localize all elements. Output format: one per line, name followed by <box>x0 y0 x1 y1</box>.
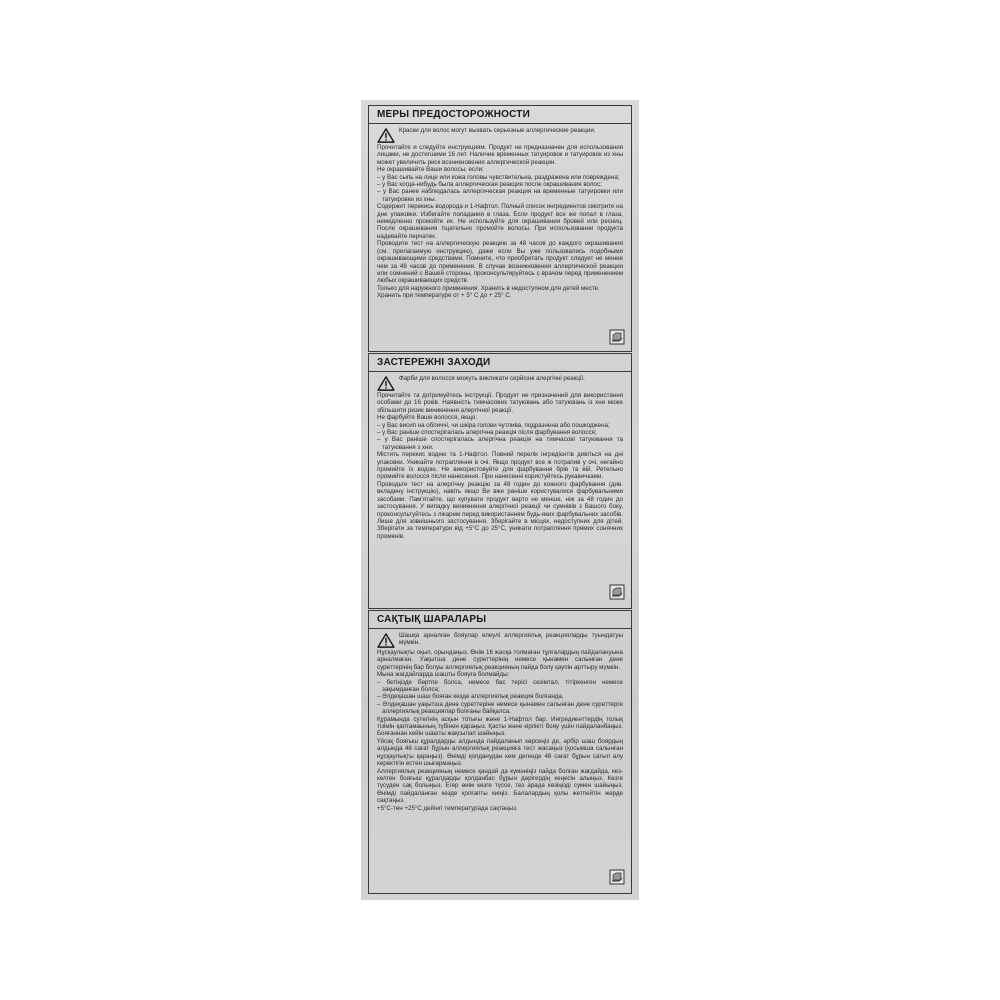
list-item: – бетіңізде бөртпе болса, немесе бас терісі сезімтал, тітіркенген немесе зақымданған болса; <box>377 678 623 694</box>
section-body-ru <box>369 124 631 351</box>
section-precautions-ru <box>368 105 632 352</box>
section-precautions-kz <box>368 610 632 894</box>
paragraph-ru-5: Только для наружного применения. Хранить в недоступном для детей месте. <box>377 284 600 292</box>
storage-box-icon <box>609 869 625 885</box>
lead-text-kz: Шашқа арналған бояулар елеулі аллергиялық реакцияларды туындатуы мүмкін. <box>399 632 623 647</box>
section-title-ru: МЕРЫ ПРЕДОСТОРОЖНОСТИ <box>369 106 631 124</box>
conditions-list-kz <box>377 679 623 716</box>
paragraph-ru-4: Проводите тест на аллергическую реакцию за 48 часов до каждого окрашивания (см. прилагаемую инструкцию), даже если Вы уже пользовались подобными окрашивающими средствами. Помните, что приобретать продукт следует не менее чем за 48 часов до применения. В случае возникновения аллергической реакции или сомнений с Вашей стороны, проконсультируйтесь с врачом перед применением любых окрашивающих средств. <box>377 240 623 285</box>
paragraph-ua-2: Не фарбуйте Ваше волосся, якщо: <box>377 414 478 422</box>
paragraph-kz-2: Мына жағдайларда шашты бояуға болмайды: <box>377 671 510 679</box>
instruction-leaflet <box>361 100 639 900</box>
paragraph-ru-6: Хранить при температуре от + 5° С до + 25° С. <box>377 292 512 300</box>
warning-triangle-icon <box>377 376 395 391</box>
list-item: – у Вас сыпь на лице или кожа головы чувствительна, раздражена или повреждена; <box>377 173 620 181</box>
section-title-kz: САҚТЫҚ ШАРАЛАРЫ <box>369 611 631 629</box>
lead-text-ru: Краски для волос могут вызвать серьезные аллергические реакции. <box>399 127 596 134</box>
list-item: – Әлдеқашан шаш бояған кезде аллергиялық реакция болғанда, <box>377 693 564 701</box>
paragraph-ru-3: Содержит перекись водорода и 1-Нафтол. Полный список ингредиентов смотрите на дне упаковки. Избегайте попадания в глаза. Если продукт все же попал в глаза, немедленно промойте их. Не используйте для окрашивания бровей или ресниц. После окрашивания тщательно промойте волосы. При использовании продукта надевайте перчатки. <box>377 203 623 240</box>
storage-box-icon <box>609 329 625 345</box>
section-precautions-ua <box>368 353 632 609</box>
conditions-list-ru <box>377 174 623 204</box>
lead-warning-ru <box>377 127 623 143</box>
paragraph-ua-1: Прочитайте та дотримуйтесь інструкції. Продукт не призначений для використання особами до 16 років. Наявність тимчасових татуювань або татуювань із хни може збільшити ризик виникнення алергічної реакції. <box>377 392 623 414</box>
paragraph-kz-6: +5°С-тен +25°С дейінгі температурада сақтаңыз. <box>377 804 518 812</box>
list-item: – у Вас ранее наблюдалась аллергическая реакция на временные татуировки или татуировки из хны. <box>377 188 623 203</box>
list-item: – у Вас висип на обличчі, чи шкіра голови чутлива, подразнена або пошкоджена; <box>377 421 610 429</box>
section-body-ua <box>369 372 631 608</box>
paragraph-ru-1: Прочитайте и следуйте инструкциям. Продукт не предназначен для использования лицами, не достигшими 16 лет. Наличие временных татуировок и татуировок из хны может увеличить риск возникновения аллергической реакции. <box>377 144 623 166</box>
warning-triangle-icon <box>377 633 395 648</box>
list-item: – у Вас раніше спостерігалась алергічна реакція на тимчасові татуювання та татуювання з хни. <box>377 436 623 451</box>
list-item: – у Вас раніше спостерігалась алергічна реакція після фарбування волосся; <box>377 429 597 437</box>
section-title-ua: ЗАСТЕРЕЖНІ ЗАХОДИ <box>369 354 631 372</box>
conditions-list-ua <box>377 422 623 452</box>
paragraph-ua-3: Містить перекис водню та 1-Нафтол. Повний перелік інгредієнтів дивіться на дні упаковки. Уникайте потрапляння в очі. Якщо продукт все ж потрапив у очі, негайно промийте їх водою. Не використовуйте для фарбування брів та вій. Ретельно промийте волосся після нанесення. При нанесенні користуйтесь рукавичками. <box>377 451 623 481</box>
lead-text-ua: Фарби для волосся можуть викликати серйозні алергічні реакції. <box>399 375 585 382</box>
paragraph-ua-4: Проводьте тест на алергічну реакцію за 48 годин до кожного фарбування (див. вкладену інструкцію), навіть якщо Ви вже раніше користувалися фарбувальними засобами. Пам'ятайте, що купувати продукт варто не менше, ніж за 48 годин до застосування. У випадку виникнення алергічної реакції чи сумнівів з Вашого боку, проконсультуйтесь з лікарем перед використанням будь-яких фарбувальних засобів. Лише для зовнішнього застосування. Зберігайте в місцях, недоступних для дітей. Зберігати за температури від +5°С до 25°С, уникати потрапляння прямих сонячних променів. <box>377 480 623 540</box>
paragraph-kz-4: Үйсақ бояғыш құралдарды алдында пайдаланып көрсеңіз де, әрбір шаш боярдың алдында 48 сағат бұрын аллергиялық реакцияға тест жасаңыз (қосымша салынған нұсқаулықты қараңыз). Өнімді қолданудан кем дегенде 48 сағат бұрын сатып алу керектігін естен шығармаңыз. <box>377 737 623 768</box>
paragraph-ru-2: Не окрашивайте Ваши волосы, если: <box>377 166 484 174</box>
section-body-kz <box>369 629 631 893</box>
storage-box-icon <box>609 584 625 600</box>
list-item: – Әлдеқашан уақытша дене суреттеріне немесе қынамен салынған дене суреттерге аллергиялық реакциялар болғаны байқалса. <box>377 700 623 716</box>
list-item: – у Вас когда-нибудь была аллергическая реакция после окрашивания волос; <box>377 181 602 189</box>
lead-warning-kz <box>377 632 623 648</box>
warning-triangle-icon <box>377 128 395 143</box>
lead-warning-ua <box>377 375 623 391</box>
paragraph-kz-5: Аллергиялық реакцияның немесе қандай да күмәніңіз пайда болған жағдайда, кез-келген бояғыш құралдарды қолданбас бұрын дәрігердің кеңесін алыңыз. Көзге түсуден сақ болыңыз. Егер өнім көзге түссе, тез арада көзіңізді сумен шайыңыз. Өнімді пайдаланған кезде қолғапты киіңіз. Балалардың қолы жетпейтін жерде сақтаңыз. <box>377 767 623 805</box>
paragraph-kz-1: Нұсқаулықты оқып, орындаңыз. Өнім 16 жасқа толмаған тұлғалардың пайдалануына арналмаған. Уақытша дене суреттерінің немесе қынамен салынған дене суреттерінің бар болуы аллергиялық реакцияның пайда болу қаупін арттыру мүмкін. <box>377 649 623 671</box>
paragraph-kz-3: Құрамында сутегінің асқын тотығы және 1-Нафтол бар. Ингредиенттердің толық тізімін қаптамаының түбінен қараңыз. Қасты және кірпікті бояу үшін пайдаланбаңыз. Бояғаннан кейін шашты жақсылап шайыңыз. <box>377 715 623 738</box>
